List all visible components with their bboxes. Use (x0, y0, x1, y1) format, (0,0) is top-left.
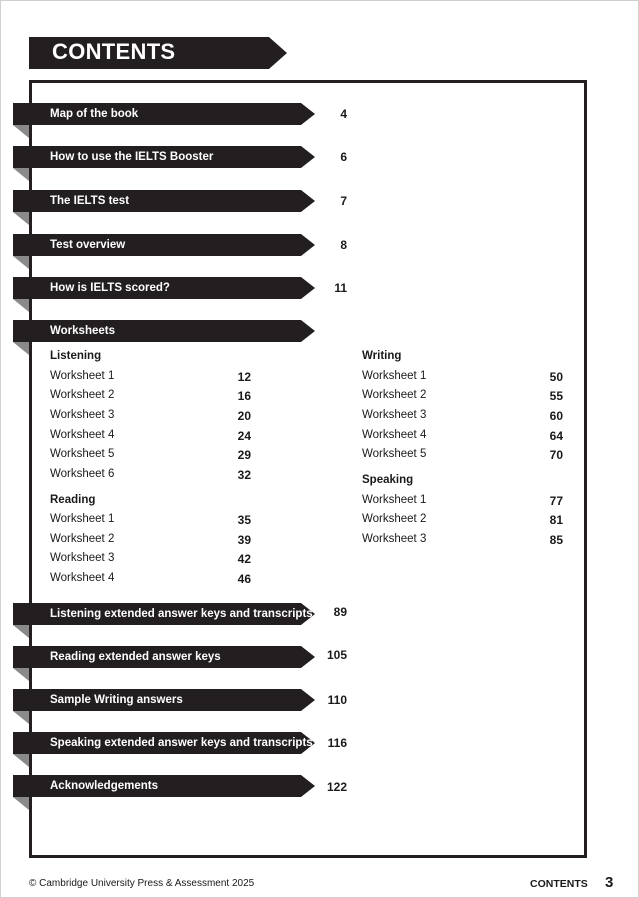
reading-worksheet[interactable]: Worksheet 1 (50, 513, 115, 525)
reading-worksheet[interactable]: Worksheet 4 (50, 572, 115, 584)
listening-worksheet[interactable]: Worksheet 5 (50, 448, 115, 460)
speaking-worksheet[interactable]: Worksheet 1 (362, 494, 427, 506)
section-page: 4 (340, 107, 347, 121)
listening-worksheet[interactable]: Worksheet 1 (50, 370, 115, 382)
speaking-page: 81 (549, 513, 563, 527)
reading-page: 42 (237, 552, 251, 566)
section-label[interactable]: Reading extended answer keys (50, 651, 221, 663)
reading-page: 39 (237, 533, 251, 547)
writing-worksheet[interactable]: Worksheet 3 (362, 409, 427, 421)
writing-worksheet[interactable]: Worksheet 5 (362, 448, 427, 460)
writing-worksheet[interactable]: Worksheet 1 (362, 370, 427, 382)
listening-worksheet[interactable]: Worksheet 2 (50, 389, 115, 401)
listening-page: 29 (237, 448, 251, 462)
section-label[interactable]: Test overview (50, 239, 126, 251)
speaking-worksheet[interactable]: Worksheet 2 (362, 513, 427, 525)
writing-page: 50 (549, 370, 563, 384)
section-page: 8 (340, 238, 347, 252)
section-label[interactable]: How to use the IELTS Booster (50, 151, 214, 163)
section-label[interactable]: Speaking extended answer keys and transcripts (50, 737, 313, 749)
section-label[interactable]: How is IELTS scored? (50, 282, 170, 294)
section-label[interactable]: Map of the book (50, 108, 139, 120)
writing-heading: Writing (362, 350, 402, 362)
section-label[interactable]: Acknowledgements (50, 780, 158, 792)
reading-worksheet[interactable]: Worksheet 2 (50, 533, 115, 545)
listening-worksheet[interactable]: Worksheet 3 (50, 409, 115, 421)
reading-page: 46 (237, 572, 251, 586)
writing-page: 60 (549, 409, 563, 423)
section-page: 11 (334, 281, 347, 295)
section-page: 89 (333, 605, 347, 619)
page-number: 3 (605, 874, 614, 891)
speaking-page: 77 (549, 494, 563, 508)
section-page: 122 (326, 780, 347, 794)
listening-page: 20 (237, 409, 251, 423)
section-page: 110 (327, 693, 347, 707)
footer-section-name: CONTENTS (530, 878, 588, 890)
speaking-heading: Speaking (362, 474, 414, 486)
listening-worksheet[interactable]: Worksheet 6 (50, 468, 115, 480)
listening-page: 32 (237, 468, 251, 482)
reading-page: 35 (237, 513, 251, 527)
writing-page: 64 (549, 429, 563, 443)
speaking-page: 85 (549, 533, 563, 547)
section-label[interactable]: Worksheets (50, 325, 115, 337)
page-title: CONTENTS (52, 39, 176, 64)
section-page: 105 (326, 648, 347, 662)
listening-page: 24 (237, 429, 251, 443)
section-page: 6 (340, 150, 347, 164)
section-page: 7 (340, 194, 347, 208)
section-label[interactable]: Sample Writing answers (50, 694, 183, 706)
copyright-notice: © Cambridge University Press & Assessment 2025 (29, 878, 255, 889)
writing-worksheet[interactable]: Worksheet 4 (362, 429, 427, 441)
reading-heading: Reading (50, 494, 96, 506)
listening-page: 16 (237, 389, 251, 403)
speaking-worksheet[interactable]: Worksheet 3 (362, 533, 427, 545)
listening-heading: Listening (50, 350, 102, 362)
section-label[interactable]: The IELTS test (50, 195, 130, 207)
section-label[interactable]: Listening extended answer keys and transcripts (50, 608, 313, 620)
writing-page: 70 (549, 448, 563, 462)
reading-worksheet[interactable]: Worksheet 3 (50, 552, 115, 564)
writing-page: 55 (549, 389, 563, 403)
section-page: 116 (327, 736, 347, 750)
listening-worksheet[interactable]: Worksheet 4 (50, 429, 115, 441)
listening-page: 12 (237, 370, 251, 384)
writing-worksheet[interactable]: Worksheet 2 (362, 389, 427, 401)
